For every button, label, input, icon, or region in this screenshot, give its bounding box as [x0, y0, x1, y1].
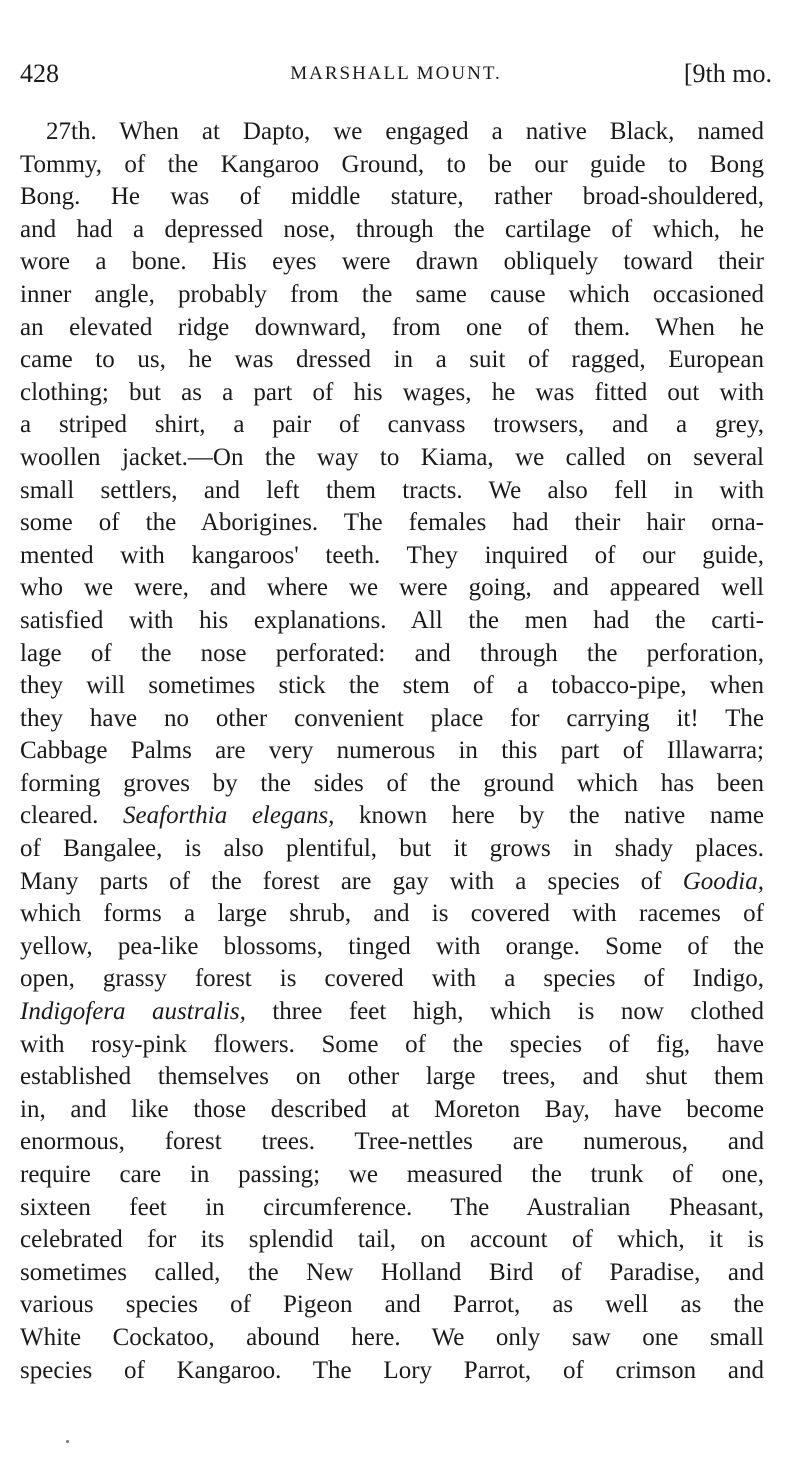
- text-line: [20, 181, 764, 214]
- text-line: [20, 638, 764, 671]
- running-header: [20, 56, 772, 92]
- text-line: [20, 1355, 764, 1388]
- text-line: [20, 1192, 764, 1225]
- text-line: [20, 507, 764, 540]
- running-title: MARSHALL MOUNT.: [290, 63, 502, 84]
- italic-species-name: Seaforthia elegans,: [123, 802, 335, 830]
- text-segment: Cabbage Palms are very numerous in this part of Illawarra;: [20, 737, 764, 765]
- text-segment: forming groves by the sides of the ground which has been: [20, 769, 764, 797]
- text-segment: White Cockatoo, abound here. We only saw one small: [20, 1323, 764, 1351]
- text-line: [20, 116, 764, 149]
- text-segment: who we were, and where we were going, and appeared well: [20, 574, 764, 602]
- text-line: [20, 1224, 764, 1257]
- text-segment: a striped shirt, a pair of canvass trowsers, and a grey,: [20, 411, 764, 439]
- text-segment: Tommy, of the Kangaroo Ground, to be our guide to Bong: [20, 150, 764, 178]
- text-line: [20, 605, 764, 638]
- text-segment: in, and like those described at Moreton Bay, have become: [20, 1095, 764, 1123]
- text-line: [20, 1029, 764, 1062]
- text-line: [20, 1159, 764, 1192]
- body-paragraph: [20, 116, 764, 1387]
- text-line: [20, 442, 764, 475]
- text-line: [20, 572, 764, 605]
- text-segment: three feet high, which is now clothed: [245, 998, 764, 1026]
- text-segment: they have no other convenient place for carrying it! The: [20, 704, 764, 732]
- print-speck: [66, 1440, 69, 1443]
- text-line: [20, 963, 764, 996]
- text-segment: established themselves on other large trees, and shut them: [20, 1063, 764, 1091]
- text-segment: cleared.: [20, 802, 124, 830]
- text-line: [20, 1094, 764, 1127]
- text-line: [20, 344, 764, 377]
- text-segment: sixteen feet in circumference. The Australian Pheasant,: [20, 1193, 764, 1221]
- text-segment: open, grassy forest is covered with a species of Indigo,: [20, 965, 764, 993]
- text-segment: yellow, pea-like blossoms, tinged with orange. Some of the: [20, 932, 764, 960]
- italic-species-name: Indigofera australis,: [20, 998, 246, 1026]
- text-segment: inner angle, probably from the same cause which occasioned: [20, 280, 764, 308]
- text-segment: which forms a large shrub, and is covered with racemes of: [20, 900, 764, 928]
- text-segment: sometimes called, the New Holland Bird of Paradise, and: [20, 1258, 764, 1286]
- text-segment: woollen jacket.—On the way to Kiama, we called on several: [20, 443, 764, 471]
- page-number: 428: [20, 59, 59, 88]
- text-segment: require care in passing; we measured the trunk of one,: [20, 1161, 764, 1188]
- text-segment: mented with kangaroos' teeth. They inquired of our guide,: [20, 541, 764, 569]
- text-line: [20, 409, 764, 442]
- text-line: [20, 1322, 764, 1355]
- text-segment: satisfied with his explanations. All the men had the carti-: [20, 606, 764, 634]
- text-line: [20, 246, 764, 279]
- text-line: [20, 768, 764, 801]
- text-line: [20, 1126, 764, 1159]
- running-date: [9th mo.: [683, 59, 772, 88]
- text-line: [20, 475, 764, 508]
- text-line: [20, 1289, 764, 1322]
- text-segment: Bong. He was of middle stature, rather broad-shouldered,: [20, 183, 764, 211]
- text-line: [20, 540, 764, 573]
- text-segment: species of Kangaroo. The Lory Parrot, of crimson and: [20, 1356, 764, 1384]
- text-line: [20, 800, 764, 833]
- text-segment: came to us, he was dressed in a suit of ragged, European: [20, 346, 764, 374]
- text-segment: some of the Aborigines. The females had their hair orna-: [20, 509, 764, 537]
- text-segment: enormous, forest trees. Tree-nettles are numerous, and: [20, 1128, 764, 1156]
- text-line: [20, 312, 764, 345]
- text-segment: 27th. When at Dapto, we engaged a native Black, named: [46, 118, 764, 145]
- text-line: [20, 898, 764, 931]
- text-line: [20, 1061, 764, 1094]
- text-line: [20, 735, 764, 768]
- text-segment: small settlers, and left them tracts. We also fell in with: [20, 476, 764, 504]
- text-segment: of Bangalee, is also plentiful, but it grows in shady places.: [20, 835, 764, 863]
- text-segment: clothing; but as a part of his wages, he was fitted out with: [20, 378, 764, 406]
- text-line: [20, 1257, 764, 1290]
- text-line: [20, 703, 764, 736]
- text-line: [20, 996, 764, 1029]
- italic-species-name: Goodia,: [682, 867, 764, 895]
- text-line: [20, 149, 764, 182]
- text-line: [20, 377, 764, 410]
- text-segment: they will sometimes stick the stem of a tobacco-pipe, when: [20, 672, 764, 700]
- text-line: [20, 670, 764, 703]
- text-line: [20, 833, 764, 866]
- text-segment: known here by the native name: [334, 802, 764, 830]
- text-segment: various species of Pigeon and Parrot, as well as the: [20, 1291, 764, 1319]
- text-segment: with rosy-pink flowers. Some of the species of fig, have: [20, 1030, 764, 1058]
- text-line: [20, 214, 764, 247]
- text-line: [20, 866, 764, 899]
- text-segment: lage of the nose perforated: and through the perforation,: [20, 639, 764, 667]
- text-line: [20, 931, 764, 964]
- text-segment: wore a bone. His eyes were drawn obliquely toward their: [20, 248, 764, 276]
- text-segment: Many parts of the forest are gay with a species of: [20, 867, 683, 895]
- text-line: [20, 279, 764, 312]
- text-segment: an elevated ridge downward, from one of them. When he: [20, 313, 764, 341]
- text-segment: and had a depressed nose, through the cartilage of which, he: [20, 215, 764, 243]
- text-segment: celebrated for its splendid tail, on account of which, it is: [20, 1226, 764, 1254]
